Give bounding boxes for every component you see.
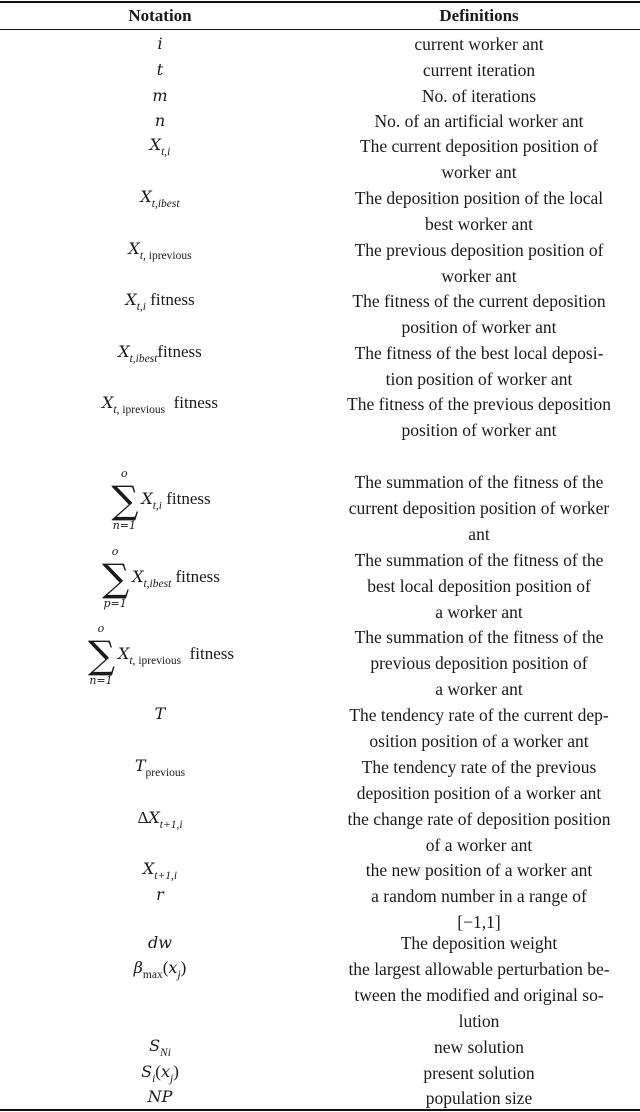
- definition-line: No. of an artificial worker ant: [374, 111, 584, 131]
- symbol-t: t: [156, 60, 164, 79]
- definition-cell: [318, 624, 640, 702]
- definition-line: The tendency rate of the previous: [361, 757, 597, 777]
- subscript: previous: [145, 767, 186, 779]
- fitness-label: fitness: [166, 489, 211, 508]
- definition-line: The summation of the fitness of the: [354, 550, 604, 570]
- symbol-X: X: [140, 187, 152, 206]
- symbol-m: m: [152, 86, 168, 105]
- symbol-X: X: [128, 239, 140, 258]
- subscript: t+1,i: [159, 819, 183, 831]
- fitness-label: fitness: [175, 567, 220, 586]
- symbol-S: S: [149, 1036, 161, 1055]
- definition-cell: [318, 185, 640, 237]
- definition-cell: [318, 108, 640, 134]
- definition-line: The fitness of the previous deposition: [347, 394, 611, 414]
- paren: (: [155, 1062, 161, 1081]
- symbol-X: X: [118, 342, 130, 361]
- summation-symbol: [100, 546, 130, 610]
- definition-line: previous deposition position of: [370, 653, 588, 673]
- subscript: iprevious: [135, 655, 182, 667]
- subscript: t,ibest: [143, 578, 172, 590]
- fitness-label: fitness: [189, 644, 235, 663]
- symbol-X: X: [132, 567, 144, 586]
- subscript: j: [177, 969, 181, 981]
- subscript: t,i: [136, 301, 146, 313]
- subscript: iprevious: [145, 250, 192, 262]
- notation-cell: [0, 1062, 320, 1084]
- symbol-X: X: [141, 489, 153, 508]
- definition-cell: [318, 31, 640, 57]
- definition-cell: [318, 956, 640, 1034]
- notation-cell: [0, 135, 320, 157]
- notation-cell: [0, 187, 320, 209]
- definition-line: The previous deposition position of: [354, 240, 604, 260]
- subscript: t,i: [152, 500, 162, 512]
- subscript: i: [152, 1073, 156, 1085]
- summation-symbol: [86, 623, 116, 687]
- notation-cell: [0, 111, 320, 131]
- definition-line: No. of iterations: [421, 86, 537, 106]
- sum-upper-limit: o: [111, 545, 119, 558]
- symbol-dw: dw: [148, 933, 172, 952]
- symbol-S: S: [141, 1062, 153, 1081]
- definition-line: position of worker ant: [401, 420, 557, 440]
- notation-cell: [0, 393, 320, 415]
- notation-cell: [0, 704, 320, 724]
- notation-cell: [0, 885, 320, 905]
- definition-line: a worker ant: [435, 679, 523, 699]
- notation-cell: [0, 933, 320, 953]
- symbol-x: x: [168, 958, 178, 977]
- definition-cell: [318, 133, 640, 185]
- subscript: max: [142, 969, 163, 981]
- definition-cell: [318, 547, 640, 625]
- definition-line: The summation of the fitness of the: [354, 627, 604, 647]
- definition-cell: [318, 857, 640, 883]
- definition-cell: [318, 469, 640, 547]
- subscript: t,i: [161, 146, 171, 158]
- sigma-icon: ∑: [102, 556, 130, 600]
- notation-cell: [0, 859, 320, 881]
- definition-line: tween the modified and original so-: [354, 985, 604, 1005]
- notation-cell: [0, 239, 320, 261]
- definition-line: [−1,1]: [457, 912, 501, 932]
- symbol-X: X: [101, 393, 114, 412]
- definition-line: The deposition weight: [400, 933, 558, 953]
- symbol-T: T: [154, 704, 166, 723]
- paren: ): [173, 1062, 179, 1081]
- definition-line: of a worker ant: [425, 835, 533, 855]
- definition-line: worker ant: [441, 162, 517, 182]
- definition-cell: [318, 1060, 640, 1086]
- sum-lower-limit: p=1: [103, 597, 127, 610]
- definition-line: the largest allowable perturbation be-: [348, 959, 610, 979]
- definition-cell: [318, 930, 640, 956]
- definition-line: current iteration: [422, 60, 536, 80]
- notation-cell: [0, 86, 320, 106]
- notation-cell: [0, 958, 320, 980]
- delta-symbol: Δ: [137, 808, 149, 827]
- symbol-X: X: [142, 859, 155, 878]
- definition-line: The summation of the fitness of the: [354, 472, 604, 492]
- definition-line: current deposition position of worker: [348, 498, 610, 518]
- notation-cell: [0, 342, 320, 364]
- symbol-X: X: [148, 808, 160, 827]
- fitness-label: fitness: [173, 393, 219, 412]
- definition-cell: [318, 57, 640, 83]
- definition-line: new solution: [434, 1037, 524, 1057]
- symbol-n: n: [154, 111, 166, 130]
- sum-upper-limit: o: [121, 467, 128, 480]
- definition-cell: [318, 1085, 640, 1111]
- subscript: t,ibest: [129, 353, 158, 365]
- definition-cell: [318, 754, 640, 806]
- notation-cell: [0, 34, 320, 54]
- sigma-icon: ∑: [87, 633, 116, 677]
- subscript: Ni: [160, 1047, 171, 1059]
- header-definitions: Definitions: [439, 6, 519, 25]
- sum-lower-limit: n=1: [89, 674, 113, 687]
- definition-line: The deposition position of the local: [354, 188, 604, 208]
- definition-line: tion position of worker ant: [385, 369, 573, 389]
- definition-line: The current deposition position of: [359, 136, 599, 156]
- definition-line: best worker ant: [425, 214, 533, 234]
- definition-line: present solution: [423, 1063, 535, 1083]
- notation-cell: [0, 468, 320, 537]
- definition-line: The fitness of the best local deposi-: [354, 343, 604, 363]
- sum-lower-limit: n=1: [112, 519, 136, 532]
- sum-upper-limit: o: [97, 622, 105, 635]
- fitness-label: fitness: [150, 290, 195, 309]
- definition-line: population size: [425, 1088, 533, 1108]
- definition-line: current worker ant: [414, 34, 544, 54]
- subscript: t,: [113, 404, 120, 416]
- subscript: j: [170, 1073, 174, 1085]
- fitness-label: fitness: [157, 342, 202, 361]
- definition-cell: [318, 340, 640, 392]
- definition-line: worker ant: [441, 266, 517, 286]
- definition-line: best local deposition position of: [367, 576, 591, 596]
- symbol-X: X: [125, 290, 137, 309]
- sigma-icon: ∑: [111, 478, 139, 522]
- symbol-i: i: [157, 34, 163, 53]
- definition-line: The tendency rate of the current dep-: [349, 705, 609, 725]
- notation-cell: [0, 60, 320, 80]
- definition-line: lution: [458, 1011, 500, 1031]
- definition-line: the change rate of deposition position: [347, 809, 611, 829]
- definition-cell: [318, 702, 640, 754]
- paren: (: [162, 958, 169, 977]
- symbol-X: X: [149, 135, 162, 154]
- definition-line: position of worker ant: [401, 317, 557, 337]
- symbol-X: X: [117, 644, 130, 663]
- definition-line: the new position of a worker ant: [365, 860, 593, 880]
- paren: ): [180, 958, 187, 977]
- definition-cell: [318, 288, 640, 340]
- definition-line: a random number in a range of: [371, 886, 587, 906]
- notation-cell: [0, 1036, 320, 1058]
- subscript: t+1,i: [154, 870, 178, 882]
- symbol-beta: β: [133, 958, 143, 977]
- subscript: t,: [129, 655, 136, 667]
- notation-cell: [0, 623, 320, 692]
- definition-line: The fitness of the current deposition: [352, 291, 606, 311]
- header-notation: Notation: [128, 6, 192, 25]
- subscript: iprevious: [119, 404, 166, 416]
- notation-cell: [0, 546, 320, 615]
- table-top-rule: [0, 1, 640, 3]
- notation-cell: [0, 290, 320, 312]
- notation-cell: [0, 756, 320, 778]
- definition-cell: [318, 883, 640, 935]
- definition-cell: [318, 806, 640, 858]
- definition-cell: [318, 237, 640, 289]
- subscript: t,ibest: [151, 198, 180, 210]
- table-header-rule: [0, 29, 640, 30]
- summation-symbol: [109, 468, 139, 532]
- table-bottom-rule: [0, 1109, 640, 1111]
- notation-cell: [0, 1087, 320, 1107]
- symbol-T: T: [134, 756, 146, 775]
- symbol-x: x: [160, 1062, 170, 1081]
- notation-cell: [0, 808, 320, 830]
- definition-line: a worker ant: [435, 602, 523, 622]
- definition-cell: [318, 391, 640, 443]
- definition-line: osition position of a worker ant: [369, 731, 589, 751]
- subscript: t,: [139, 250, 146, 262]
- definition-line: ant: [468, 524, 490, 544]
- definition-cell: [318, 1034, 640, 1060]
- symbol-NP: NP: [147, 1087, 173, 1106]
- symbol-r: r: [156, 885, 164, 904]
- definition-cell: [318, 83, 640, 109]
- definition-line: deposition position of a worker ant: [356, 783, 602, 803]
